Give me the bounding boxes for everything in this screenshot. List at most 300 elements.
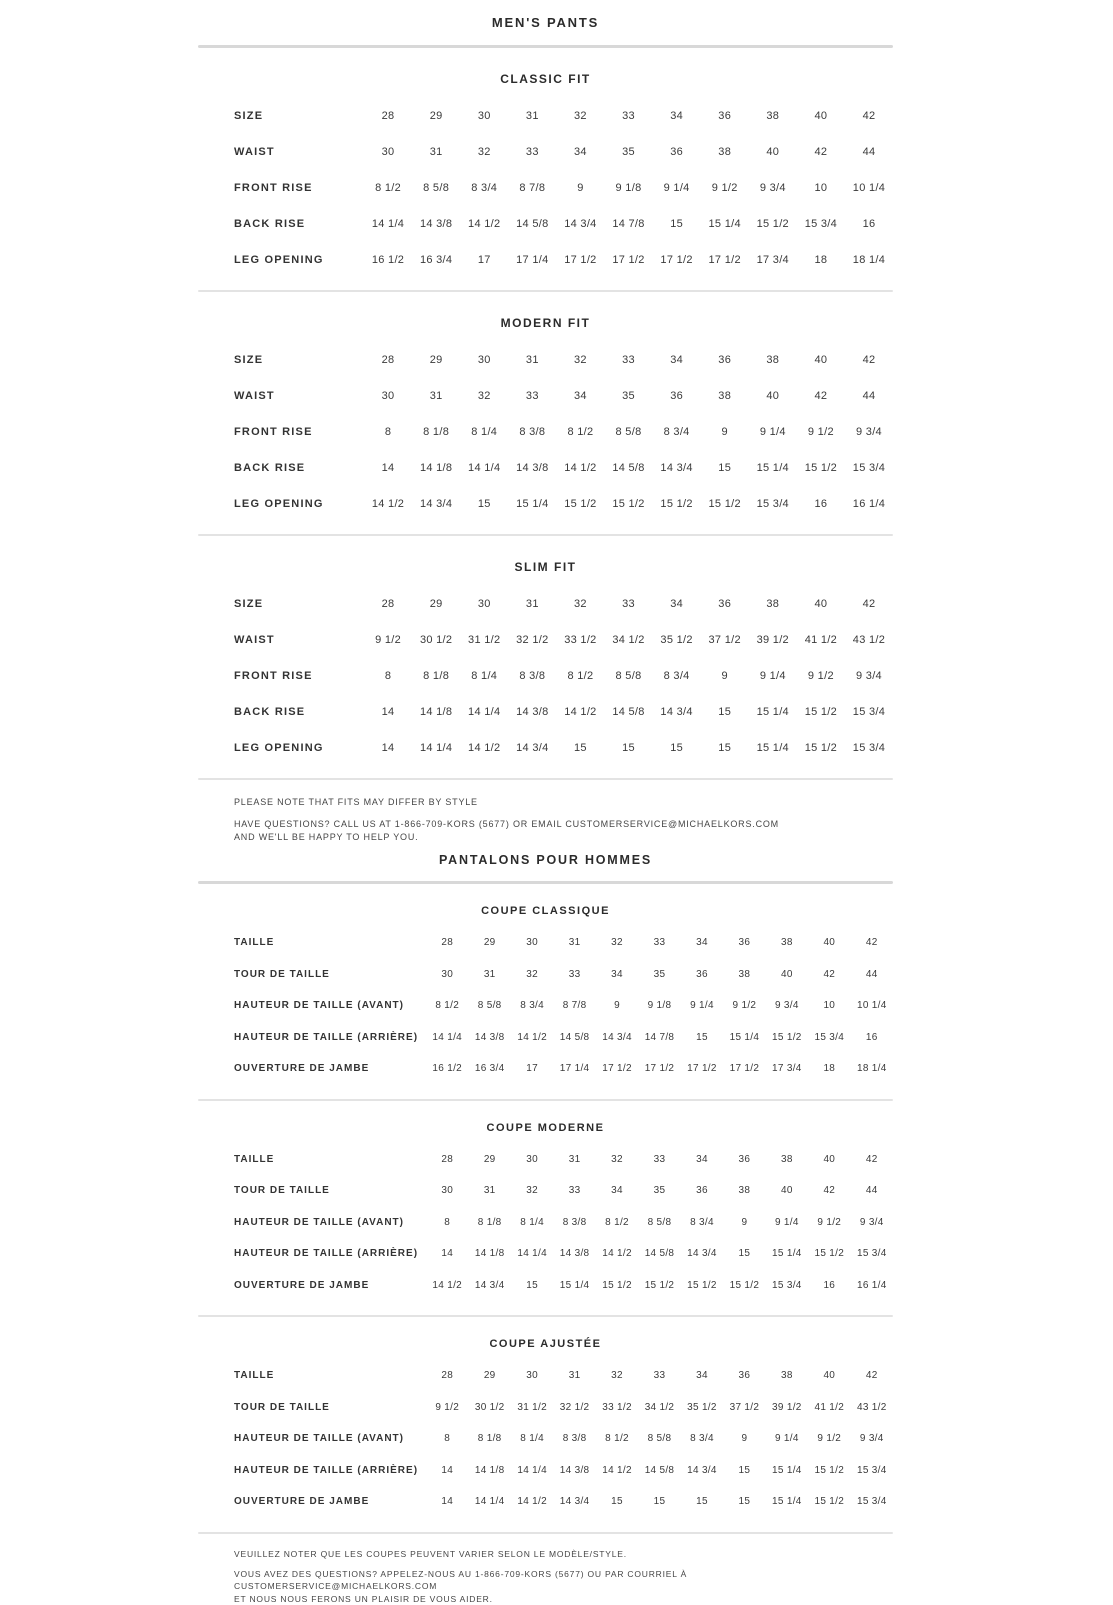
cell-value: 35 [653,968,666,980]
cell-value: 17 1/2 [564,254,597,266]
cell-value: 15 [718,462,732,474]
cell-value: 35 1/2 [660,634,693,646]
cell-value: 14 1/2 [468,742,501,754]
cell-value: 16 1/2 [371,254,405,266]
cell-value: 15 1/2 [564,498,597,510]
cell-value: 28 [441,937,454,949]
cell-value: 34 [696,937,708,949]
cell-value: 8 3/8 [562,1433,587,1445]
cell-value: 9 [721,670,728,682]
cell-value: 38 [780,1153,793,1165]
cell-value: 15 3/4 [852,706,886,718]
cell-value: 9 1/2 [375,634,402,646]
cell-value: 36 [718,354,732,366]
cell-value: 34 [670,598,684,610]
cell-value: 15 3/4 [856,1248,887,1260]
cell-value: 30 [526,937,538,949]
cell-value: 15 [477,498,491,510]
cell-value: 14 [441,1248,454,1260]
table-row [234,1144,893,1176]
cell-value: 32 [477,146,491,158]
cell-value: 17 1/4 [516,254,549,266]
cell-value: 14 5/8 [612,706,645,718]
cell-value: 15 1/2 [644,1279,675,1291]
cell-value: 9 1/2 [711,182,738,194]
cell-value: 34 1/2 [644,1401,675,1413]
cell-value: 8 5/8 [647,1216,672,1228]
cell-value: 18 [814,254,828,266]
cell-value: 28 [441,1153,454,1165]
cell-value: 36 [718,110,732,122]
cell-value: 38 [766,598,780,610]
cell-value: 30 [526,1153,538,1165]
size-chart-page [198,0,893,1605]
cell-value: 42 [823,968,836,980]
cell-value: 17 1/2 [602,1063,632,1075]
cell-value: 9 1/2 [817,1433,842,1445]
row-label: WAIST [234,390,275,402]
cell-value: 8 5/8 [647,1433,672,1445]
cell-value: 17 3/4 [756,254,789,266]
cell-value: 15 1/4 [756,462,789,474]
cell-value: 14 3/4 [687,1464,717,1476]
cell-value: 9 1/2 [807,426,834,438]
cell-value: 14 5/8 [644,1248,675,1260]
note-text: HAVE QUESTIONS? CALL US AT 1-866-709-KORS (5677) OR EMAIL CUSTOMERSERVICE@MICHAELKORS.COM AND WE'LL BE HAPPY TO HELP YOU. [234,819,779,843]
cell-value: 8 1/8 [423,426,450,438]
cell-value: 33 [622,354,635,366]
cell-value: 17 1/2 [660,254,693,266]
table-row [234,414,893,450]
cell-value: 8 5/8 [423,182,450,194]
cell-value: 15 1/4 [756,706,789,718]
cell-value: 14 1/4 [371,218,405,230]
cell-value: 14 1/8 [419,706,453,718]
cell-value: 15 [670,742,684,754]
cell-value: 29 [429,354,443,366]
table-row [234,1175,893,1207]
cell-value: 15 1/4 [772,1496,802,1508]
cell-value: 15 [670,218,684,230]
row-label: TOUR DE TAILLE [234,1401,330,1413]
cell-value: 40 [780,968,793,980]
section-slim-fit [198,560,893,780]
cell-value: 31 [525,354,539,366]
cell-value: 28 [441,1370,454,1382]
cell-value: 33 [568,1185,581,1197]
cell-value: 28 [381,354,395,366]
cell-value: 15 [696,1031,708,1043]
cell-value: 14 1/4 [432,1031,463,1043]
cell-value: 31 [525,110,539,122]
section-heading: SLIM FIT [514,560,577,574]
row-label: BACK RISE [234,706,306,718]
row-label: BACK RISE [234,462,306,474]
cell-value: 30 [381,146,395,158]
divider-section [198,534,893,536]
cell-value: 8 3/8 [562,1216,587,1228]
cell-value: 17 1/2 [729,1063,760,1075]
section-coupe-classique [198,905,893,1101]
cell-value: 14 3/8 [559,1248,590,1260]
cell-value: 15 1/4 [772,1248,802,1260]
cell-value: 30 [441,968,454,980]
cell-value: 14 1/2 [517,1031,547,1043]
cell-value: 36 [738,937,751,949]
row-label: BACK RISE [234,218,306,230]
cell-value: 41 1/2 [804,634,838,646]
cell-value: 31 [568,937,581,949]
table-row [234,959,893,991]
cell-value: 34 [611,968,623,980]
row-label: LEG OPENING [234,498,324,510]
cell-value: 8 1/2 [567,426,594,438]
table-row [234,1207,893,1239]
cell-value: 15 [526,1279,538,1291]
row-label: FRONT RISE [234,426,313,438]
cell-value: 8 [444,1433,451,1445]
cell-value: 17 1/2 [687,1063,717,1075]
cell-value: 8 5/8 [477,1000,502,1012]
cell-value: 14 3/4 [474,1279,505,1291]
cell-value: 33 [622,110,635,122]
cell-value: 10 [814,182,828,194]
cell-value: 16 1/4 [852,498,886,510]
cell-value: 14 3/8 [516,706,549,718]
cell-value: 18 [823,1063,836,1075]
cell-value: 15 1/4 [708,218,741,230]
cell-value: 14 3/4 [516,742,549,754]
divider-section [198,1315,893,1317]
table-row [234,242,893,278]
cell-value: 34 [670,110,684,122]
cell-value: 42 [865,1370,878,1382]
row-label: TAILLE [234,937,275,949]
cell-value: 35 [653,1185,666,1197]
cell-value: 8 [444,1216,451,1228]
cell-value: 37 1/2 [729,1401,760,1413]
cell-value: 31 1/2 [517,1401,547,1413]
cell-value: 15 1/2 [729,1279,760,1291]
cell-value: 9 3/4 [859,1433,884,1445]
cell-value: 30 [477,354,491,366]
cell-value: 14 3/4 [660,462,693,474]
cell-value: 16 [862,218,876,230]
cell-value: 43 1/2 [856,1401,887,1413]
cell-value: 33 [525,146,539,158]
cell-value: 9 1/4 [774,1433,799,1445]
cell-value: 15 1/4 [516,498,549,510]
divider-french-top [198,881,893,884]
note-text: VOUS AVEZ DES QUESTIONS? APPELEZ-NOUS AU 1-866-709-KORS (5677) OU PAR COURRIEL À CUSTOMERSERVICE@MICHAELKORS.COM ET NOUS NOUS FERONS UN PLAISIR DE VOUS AIDER. [234,1568,688,1604]
cell-value: 40 [766,146,780,158]
cell-value: 14 7/8 [612,218,645,230]
cell-value: 8 1/4 [471,426,498,438]
cell-value: 14 1/2 [371,498,405,510]
table-row [234,658,893,694]
cell-value: 36 [696,968,708,980]
cell-value: 8 1/4 [471,670,498,682]
cell-value: 8 1/2 [567,670,594,682]
cell-value: 9 [741,1216,748,1228]
cell-value: 15 [718,742,732,754]
cell-value: 14 3/8 [516,462,549,474]
table-row [234,206,893,242]
row-label: SIZE [234,598,264,610]
cell-value: 18 1/4 [852,254,886,266]
section-heading: MODERN FIT [500,316,591,330]
table-row [234,1423,893,1455]
table-row [234,1392,893,1424]
cell-value: 15 3/4 [852,742,886,754]
cell-value: 34 [611,1185,623,1197]
cell-value: 32 [477,390,491,402]
cell-value: 9 [721,426,728,438]
cell-value: 15 1/4 [772,1464,802,1476]
cell-value: 8 3/4 [520,1000,544,1012]
row-label: HAUTEUR DE TAILLE (ARRIÈRE) [234,1031,419,1043]
cell-value: 32 1/2 [516,634,549,646]
cell-value: 38 [780,1370,793,1382]
cell-value: 17 3/4 [772,1063,802,1075]
divider-section [198,1099,893,1101]
cell-value: 37 1/2 [708,634,741,646]
cell-value: 14 3/4 [419,498,453,510]
cell-value: 14 1/4 [468,462,501,474]
cell-value: 44 [862,390,876,402]
cell-value: 30 [526,1370,538,1382]
cell-value: 32 [526,968,538,980]
table-row [234,378,893,414]
cell-value: 31 1/2 [468,634,501,646]
coupe-moderne-table [198,1144,893,1302]
cell-value: 30 [381,390,395,402]
cell-value: 42 [823,1185,836,1197]
cell-value: 14 1/8 [419,462,453,474]
cell-value: 35 [622,146,635,158]
cell-value: 9 1/4 [690,1000,714,1012]
cell-value: 8 [384,670,392,682]
cell-value: 8 1/8 [477,1433,502,1445]
note-text: PLEASE NOTE THAT FITS MAY DIFFER BY STYLE [234,797,478,807]
cell-value: 41 1/2 [814,1401,845,1413]
cell-value: 17 1/2 [708,254,741,266]
cell-value: 38 [766,354,780,366]
cell-value: 14 3/4 [660,706,693,718]
cell-value: 15 3/4 [814,1031,845,1043]
table-row [234,1455,893,1487]
table-row [234,170,893,206]
cell-value: 42 [862,354,876,366]
table-row [234,622,893,658]
cell-value: 29 [483,1153,496,1165]
cell-value: 40 [823,1370,836,1382]
cell-value: 9 3/4 [759,182,786,194]
cell-value: 14 [441,1496,454,1508]
row-label: SIZE [234,354,264,366]
cell-value: 15 3/4 [856,1496,887,1508]
row-label: TAILLE [234,1153,275,1165]
cell-value: 8 3/4 [690,1216,714,1228]
cell-value: 15 3/4 [772,1279,802,1291]
cell-value: 40 [823,937,836,949]
cell-value: 15 1/2 [756,218,789,230]
cell-value: 34 [696,1370,708,1382]
cell-value: 32 [574,598,587,610]
cell-value: 14 1/4 [419,742,453,754]
cell-value: 14 1/2 [602,1464,632,1476]
cell-value: 8 3/4 [471,182,498,194]
section-heading: COUPE AJUSTÉE [489,1338,602,1351]
section-coupe-moderne [198,1122,893,1318]
cell-value: 9 1/4 [663,182,690,194]
cell-value: 8 3/4 [690,1433,714,1445]
cell-value: 33 [622,598,635,610]
row-label: HAUTEUR DE TAILLE (ARRIÈRE) [234,1248,419,1260]
table-row [234,1022,893,1054]
cell-value: 9 3/4 [856,670,882,682]
cell-value: 16 [823,1279,836,1291]
row-label: OUVERTURE DE JAMBE [234,1279,370,1291]
table-row [234,134,893,170]
cell-value: 10 1/4 [856,1000,887,1012]
cell-value: 14 1/2 [468,218,501,230]
cell-value: 15 1/2 [804,706,838,718]
cell-value: 28 [381,110,395,122]
row-label: HAUTEUR DE TAILLE (AVANT) [234,1216,404,1228]
cell-value: 17 [477,254,491,266]
cell-value: 42 [865,937,878,949]
cell-value: 9 1/4 [774,1216,799,1228]
cell-value: 40 [814,354,828,366]
cell-value: 16 1/2 [432,1063,463,1075]
row-label: HAUTEUR DE TAILLE (ARRIÈRE) [234,1464,419,1476]
cell-value: 42 [814,146,828,158]
cell-value: 9 3/4 [859,1216,884,1228]
cell-value: 28 [381,598,395,610]
cell-value: 15 1/2 [602,1279,632,1291]
cell-value: 40 [766,390,780,402]
cell-value: 15 1/2 [814,1496,845,1508]
divider-section [198,1532,893,1534]
cell-value: 8 1/4 [520,1216,544,1228]
cell-value: 17 1/2 [644,1063,675,1075]
table-row [234,694,893,730]
cell-value: 30 [477,110,491,122]
cell-value: 34 [574,146,587,158]
cell-value: 35 [622,390,635,402]
cell-value: 9 1/8 [615,182,642,194]
cell-value: 43 1/2 [852,634,886,646]
cell-value: 38 [766,110,780,122]
cell-value: 15 1/2 [660,498,693,510]
cell-value: 42 [865,1153,878,1165]
cell-value: 8 7/8 [562,1000,587,1012]
cell-value: 14 1/4 [474,1496,505,1508]
cell-value: 8 1/2 [605,1216,629,1228]
cell-value: 15 1/2 [814,1248,845,1260]
cell-value: 15 3/4 [756,498,789,510]
cell-value: 31 [568,1153,581,1165]
cell-value: 8 1/8 [423,670,450,682]
cell-value: 15 1/2 [804,462,838,474]
cell-value: 14 1/2 [564,706,597,718]
cell-value: 15 3/4 [852,462,886,474]
cell-value: 38 [718,390,732,402]
table-row [234,1486,893,1518]
cell-value: 42 [862,110,876,122]
cell-value: 15 [574,742,587,754]
notes-french [198,1548,893,1605]
row-label: TOUR DE TAILLE [234,1185,330,1197]
cell-value: 40 [780,1185,793,1197]
table-row [234,1270,893,1302]
cell-value: 14 [381,462,395,474]
cell-value: 31 [429,146,443,158]
cell-value: 33 1/2 [564,634,597,646]
cell-value: 15 [696,1496,708,1508]
table-row [234,98,893,134]
cell-value: 14 3/4 [564,218,597,230]
cell-value: 36 [738,1370,751,1382]
table-row [234,1238,893,1270]
row-label: OUVERTURE DE JAMBE [234,1496,370,1508]
cell-value: 36 [670,390,684,402]
section-coupe-ajustee [198,1338,893,1534]
cell-value: 32 [611,1153,623,1165]
cell-value: 15 1/4 [756,742,789,754]
cell-value: 14 1/2 [564,462,597,474]
table-row [234,342,893,378]
cell-value: 10 1/4 [852,182,886,194]
cell-value: 16 [865,1031,878,1043]
cell-value: 32 1/2 [559,1401,590,1413]
row-label: WAIST [234,634,275,646]
cell-value: 15 1/2 [708,498,741,510]
cell-value: 30 1/2 [419,634,453,646]
cell-value: 14 7/8 [644,1031,675,1043]
divider-section [198,290,893,292]
cell-value: 15 [653,1496,666,1508]
table-row [234,927,893,959]
cell-value: 8 1/8 [477,1216,502,1228]
row-label: FRONT RISE [234,182,313,194]
cell-value: 15 [738,1464,751,1476]
cell-value: 33 [653,937,666,949]
cell-value: 31 [483,968,496,980]
cell-value: 33 [653,1153,666,1165]
row-label: FRONT RISE [234,670,313,682]
cell-value: 14 5/8 [559,1031,590,1043]
cell-value: 17 1/2 [612,254,645,266]
cell-value: 33 [525,390,539,402]
note-text: VEUILLEZ NOTER QUE LES COUPES PEUVENT VARIER SELON LE MODÈLE/STYLE. [234,1548,627,1559]
slim-fit-table [198,586,893,766]
cell-value: 14 5/8 [516,218,549,230]
row-label: HAUTEUR DE TAILLE (AVANT) [234,1433,404,1445]
table-row [234,1053,893,1085]
cell-value: 35 1/2 [687,1401,717,1413]
cell-value: 36 [670,146,684,158]
cell-value: 29 [429,598,443,610]
cell-value: 29 [483,1370,496,1382]
cell-value: 32 [574,354,587,366]
cell-value: 9 1/2 [807,670,834,682]
row-label: OUVERTURE DE JAMBE [234,1063,370,1075]
cell-value: 14 3/8 [474,1031,505,1043]
cell-value: 9 1/4 [759,426,786,438]
cell-value: 30 1/2 [474,1401,505,1413]
